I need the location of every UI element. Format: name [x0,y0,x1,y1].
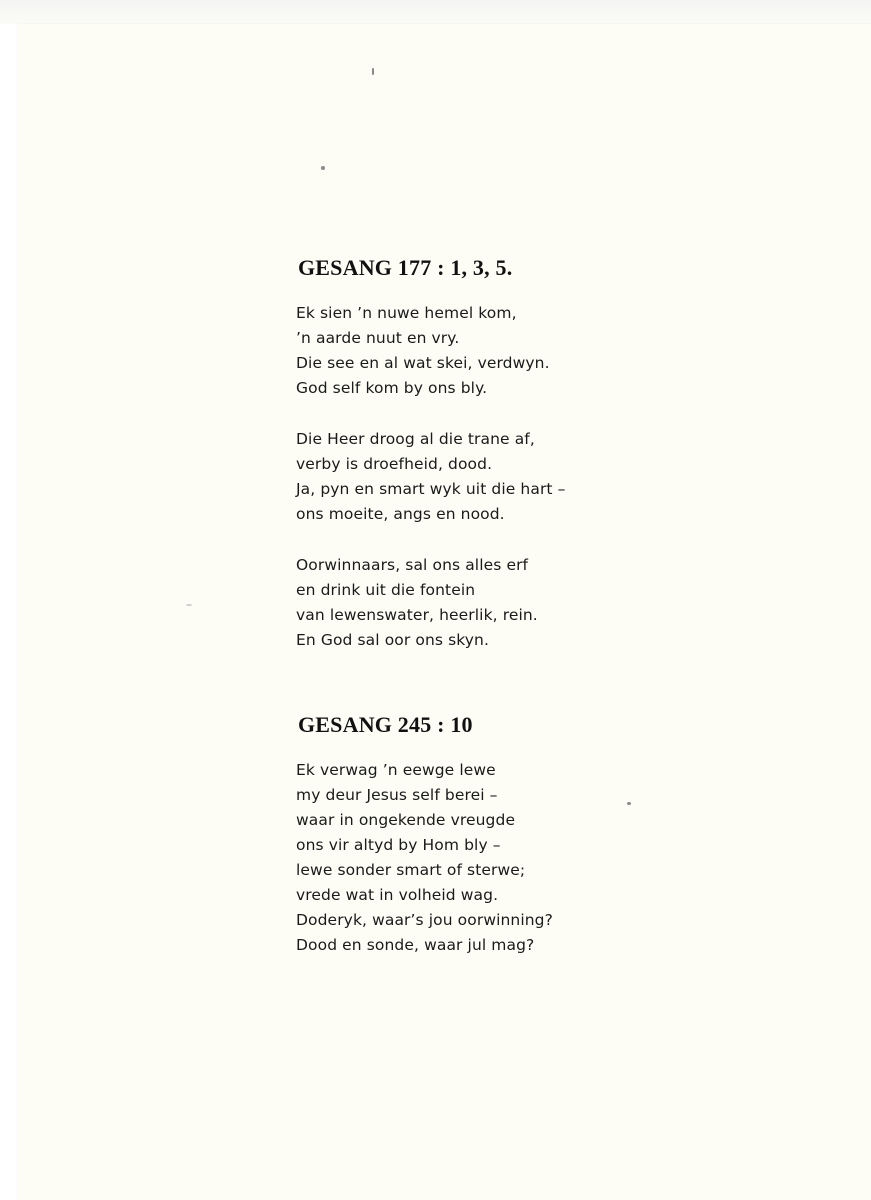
verse-line: Ek verwag ’n eewge lewe [296,761,496,779]
scan-speck [321,166,325,170]
verse-line: Ek sien ’n nuwe hemel kom, [296,304,517,322]
stanza-5 [296,553,565,653]
hymn-title: GESANG 177 : 1, 3, 5. [298,255,513,280]
verse-line: lewe sonder smart of sterwe; [296,861,526,879]
scan-speck [186,604,192,606]
verse-line: verby is droefheid, dood. [296,455,493,473]
hymn-245 [296,712,553,984]
scan-speck [372,68,374,75]
verse-line: Ja, pyn en smart wyk uit die hart – [296,480,566,498]
stanza-10 [296,758,553,958]
verse-line: Die Heer droog al die trane af, [296,430,535,448]
verse-line: vrede wat in volheid wag. [296,886,499,904]
verse-line: God self kom by ons bly. [296,379,488,397]
verse-line: ons moeite, angs en nood. [296,505,505,523]
verse-line: en drink uit die fontein [296,581,476,599]
scan-top-strip [0,0,871,24]
verse-line: my deur Jesus self berei – [296,786,498,804]
verse-line: Doderyk, waar’s jou oorwinning? [296,911,553,929]
stanza-1 [296,301,565,401]
verse-line: Oorwinnaars, sal ons alles erf [296,556,529,574]
scan-speck [627,802,631,805]
stanza-3 [296,427,565,527]
verse-line: van lewenswater, heerlik, rein. [296,606,538,624]
hymn-177 [296,255,565,679]
hymn-title: GESANG 245 : 10 [298,712,473,737]
verse-line: waar in ongekende vreugde [296,811,516,829]
verse-line: ’n aarde nuut en vry. [296,329,460,347]
verse-line: Dood en sonde, waar jul mag? [296,936,535,954]
verse-line: En God sal oor ons skyn. [296,631,490,649]
verse-line: Die see en al wat skei, verdwyn. [296,354,550,372]
verse-line: ons vir altyd by Hom bly – [296,836,501,854]
